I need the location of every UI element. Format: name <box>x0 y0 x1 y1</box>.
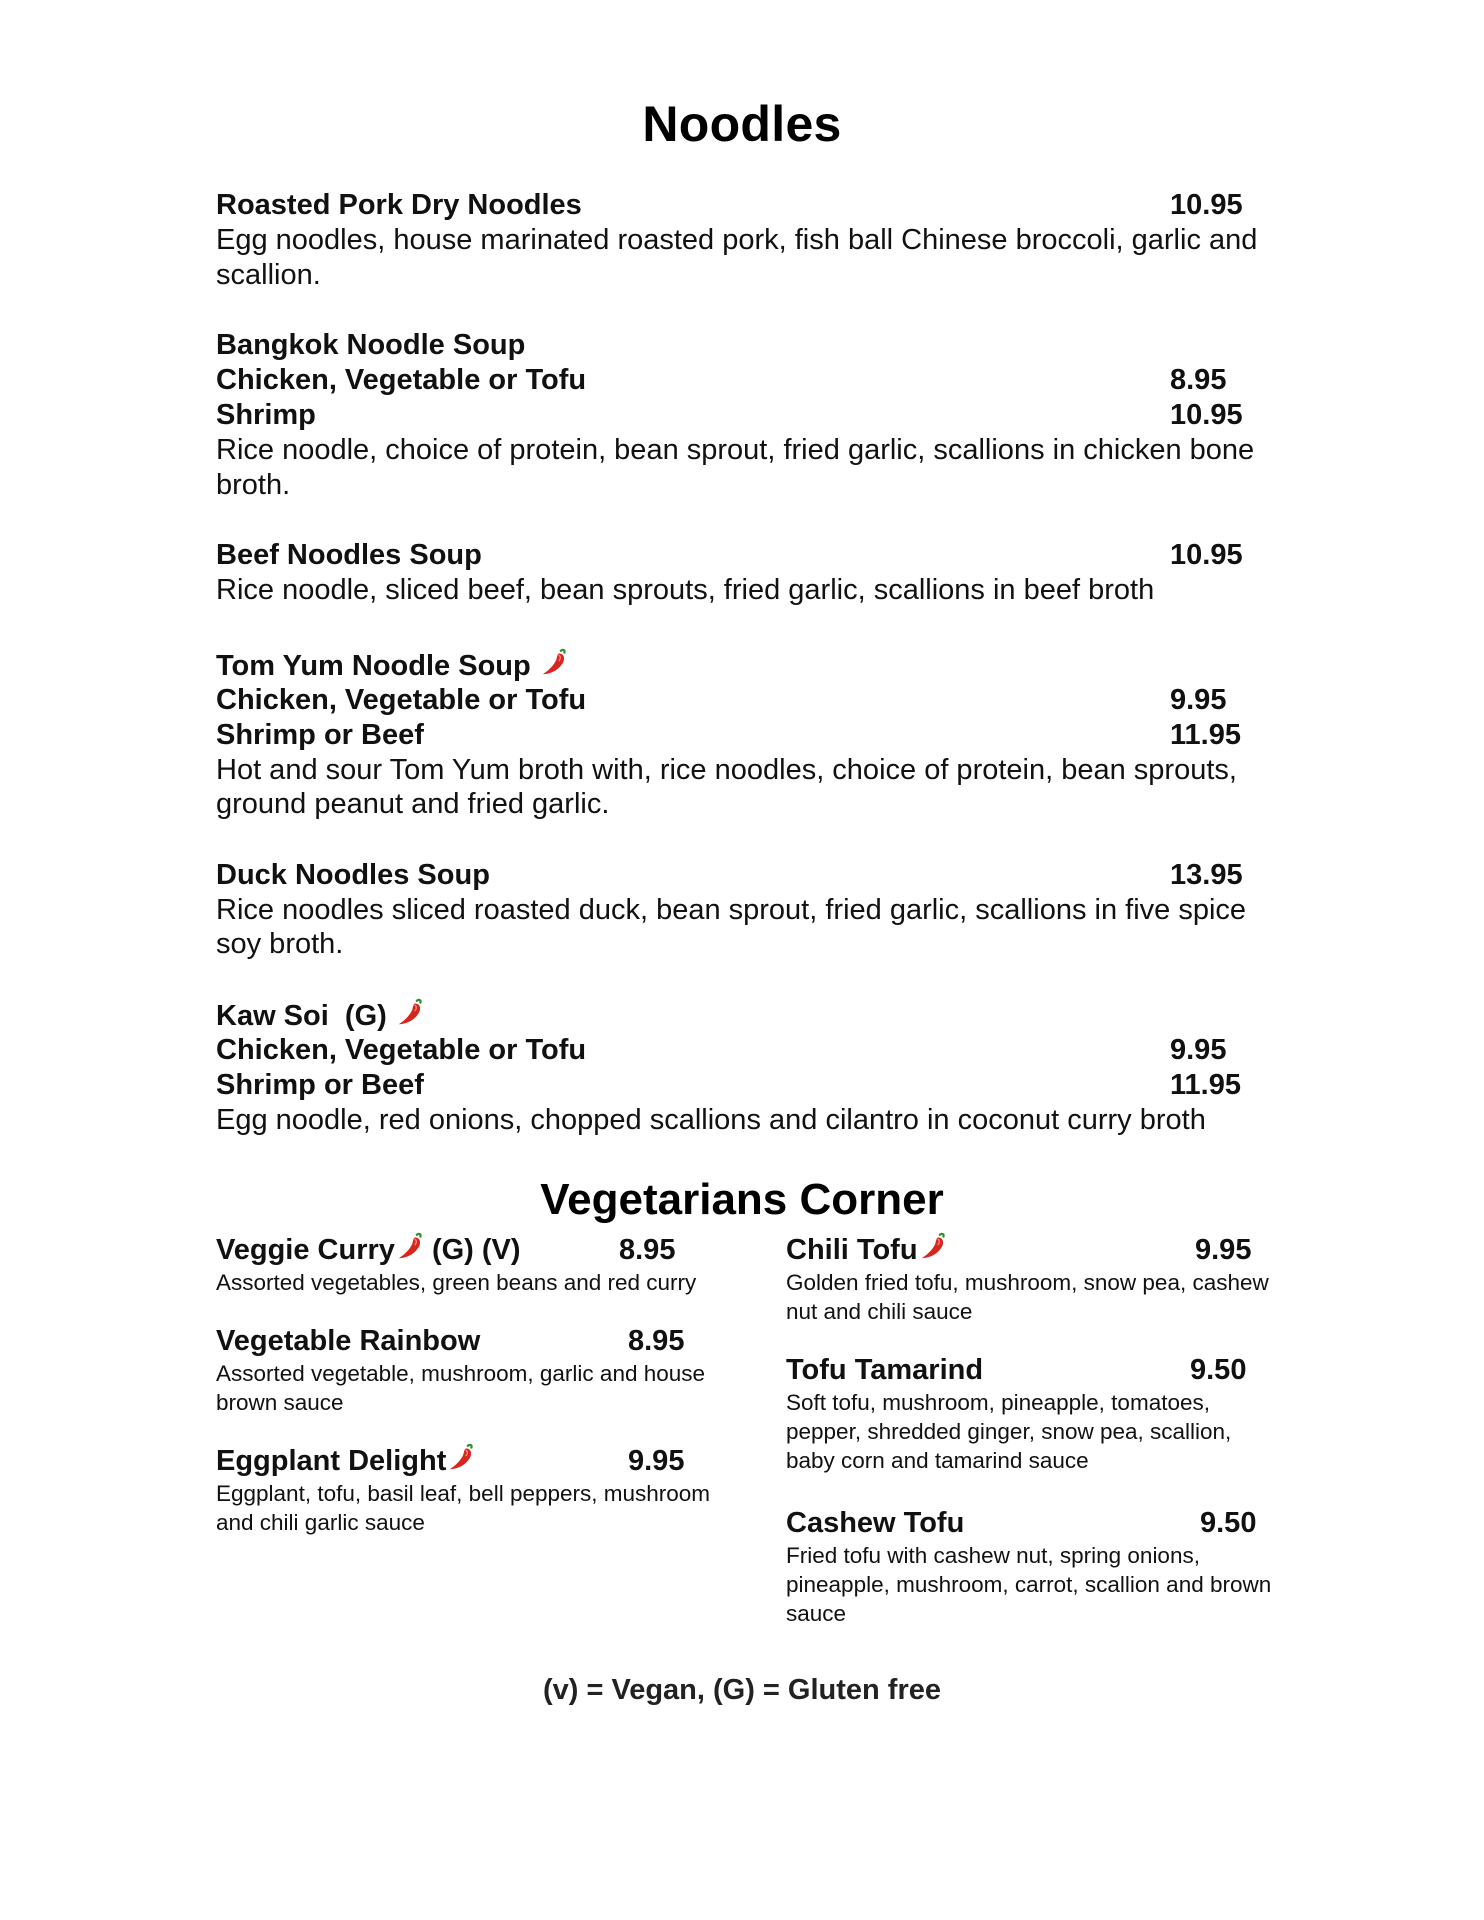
menu-item-chili-tofu <box>786 1232 1286 1326</box>
item-name: Roasted Pork Dry Noodles <box>216 189 582 221</box>
item-row <box>216 858 1276 893</box>
item-name: Kaw Soi (G) <box>216 999 387 1032</box>
chili-pepper-icon <box>397 1232 424 1261</box>
item-name: Tom Yum Noodle Soup <box>216 649 531 682</box>
item-description: Rice noodle, sliced beef, bean sprouts, fried garlic, scallions in beef broth <box>216 574 1155 606</box>
item-name: Duck Noodles Soup <box>216 858 490 891</box>
item-price: 9.50 <box>1190 1354 1247 1386</box>
menu-item-bangkok-noodle-soup <box>216 328 1276 502</box>
item-description: Assorted vegetables, green beans and red curry <box>216 1270 697 1295</box>
item-row <box>786 1232 1286 1268</box>
item-name: Chili Tofu <box>786 1234 918 1266</box>
item-row <box>216 328 1276 363</box>
menu-item-cashew-tofu <box>786 1505 1286 1628</box>
option-name: Chicken, Vegetable or Tofu <box>216 1033 587 1066</box>
menu-item-tofu-tamarind <box>786 1352 1286 1475</box>
item-description: Egg noodles, house marinated roasted pork, fish ball Chinese broccoli, garlic and scallion. <box>216 224 1258 291</box>
chili-pepper-icon <box>920 1232 947 1261</box>
item-option-row <box>216 683 1276 718</box>
option-name: Shrimp <box>216 399 316 431</box>
item-name: Tofu Tamarind <box>786 1354 984 1386</box>
menu-item-kaw-soi <box>216 998 1276 1138</box>
item-price: 8.95 <box>619 1234 676 1266</box>
menu-item-vegetable-rainbow <box>216 1323 716 1417</box>
item-description: Golden fried tofu, mushroom, snow pea, cashew nut and chili sauce <box>786 1270 1269 1324</box>
menu-item-roasted-pork-dry-noodles <box>216 188 1276 292</box>
item-description: Hot and sour Tom Yum broth with, rice noodles, choice of protein, bean sprouts, ground peanut and fried garlic. <box>216 753 1237 820</box>
menu-item-duck-noodles-soup <box>216 858 1276 962</box>
item-price: 13.95 <box>1170 858 1243 891</box>
item-option-row <box>216 718 1276 753</box>
menu-item-eggplant-delight <box>216 1443 716 1537</box>
item-description: Rice noodle, choice of protein, bean sprout, fried garlic, scallions in chicken bone broth. <box>216 434 1255 501</box>
item-row <box>216 538 1276 573</box>
item-row <box>216 188 1276 223</box>
item-row <box>216 998 1276 1033</box>
item-price: 10.95 <box>1170 189 1243 221</box>
item-name: Cashew Tofu <box>786 1507 965 1539</box>
menu-item-veggie-curry <box>216 1232 716 1297</box>
menu-item-tom-yum-noodle-soup <box>216 648 1276 822</box>
item-price: 9.95 <box>628 1445 685 1477</box>
chili-pepper-icon <box>541 648 568 677</box>
item-option-row <box>216 1033 1276 1068</box>
item-dietary-tags: (G) (V) <box>431 1234 521 1266</box>
item-row <box>216 1323 716 1359</box>
item-price: 8.95 <box>628 1325 685 1357</box>
vegetarian-right-column <box>786 1232 1286 1654</box>
noodles-section <box>216 188 1276 1173</box>
item-price: 9.95 <box>1195 1234 1252 1266</box>
dietary-legend: (v) = Vegan, (G) = Gluten free <box>542 1674 942 1706</box>
item-price: 10.95 <box>1170 539 1243 571</box>
option-price: 9.95 <box>1170 683 1227 716</box>
item-name: Eggplant Delight <box>216 1445 447 1477</box>
item-row <box>786 1352 1286 1388</box>
item-row <box>216 648 1276 683</box>
item-row <box>786 1505 1286 1541</box>
option-price: 8.95 <box>1170 364 1227 396</box>
option-name: Chicken, Vegetable or Tofu <box>216 364 587 396</box>
chili-pepper-icon <box>448 1443 475 1472</box>
option-price: 11.95 <box>1170 1068 1241 1101</box>
option-name: Shrimp or Beef <box>216 718 424 751</box>
item-name: Vegetable Rainbow <box>216 1325 481 1357</box>
page-title: Noodles <box>642 96 842 152</box>
item-price: 9.50 <box>1200 1507 1257 1539</box>
option-price: 11.95 <box>1170 718 1241 751</box>
item-description: Eggplant, tofu, basil leaf, bell peppers, mushroom and chili garlic sauce <box>216 1481 711 1535</box>
item-description: Soft tofu, mushroom, pineapple, tomatoes, pepper, shredded ginger, snow pea, scallion, baby corn and tamarind sauce <box>786 1390 1232 1473</box>
item-description: Rice noodles sliced roasted duck, bean sprout, fried garlic, scallions in five spice soy broth. <box>216 893 1247 960</box>
item-description: Fried tofu with cashew nut, spring onions, pineapple, mushroom, carrot, scallion and brown sauce <box>786 1543 1272 1626</box>
item-description: Egg noodle, red onions, chopped scallions and cilantro in coconut curry broth <box>216 1103 1206 1136</box>
item-name: Bangkok Noodle Soup <box>216 329 526 361</box>
item-name: Veggie Curry <box>216 1234 395 1266</box>
item-option-row <box>216 363 1276 398</box>
item-option-row <box>216 398 1276 433</box>
chili-pepper-icon <box>397 998 424 1027</box>
option-price: 10.95 <box>1170 399 1243 431</box>
option-name: Shrimp or Beef <box>216 1068 424 1101</box>
vegetarian-left-column <box>216 1232 716 1563</box>
option-price: 9.95 <box>1170 1033 1227 1066</box>
section-title-vegetarians-corner: Vegetarians Corner <box>540 1175 944 1224</box>
item-row <box>216 1443 716 1479</box>
item-description: Assorted vegetable, mushroom, garlic and house brown sauce <box>216 1361 706 1415</box>
option-name: Chicken, Vegetable or Tofu <box>216 683 587 716</box>
item-row <box>216 1232 716 1268</box>
item-name: Beef Noodles Soup <box>216 539 482 571</box>
menu-item-beef-noodles-soup <box>216 538 1276 608</box>
item-option-row <box>216 1068 1276 1103</box>
